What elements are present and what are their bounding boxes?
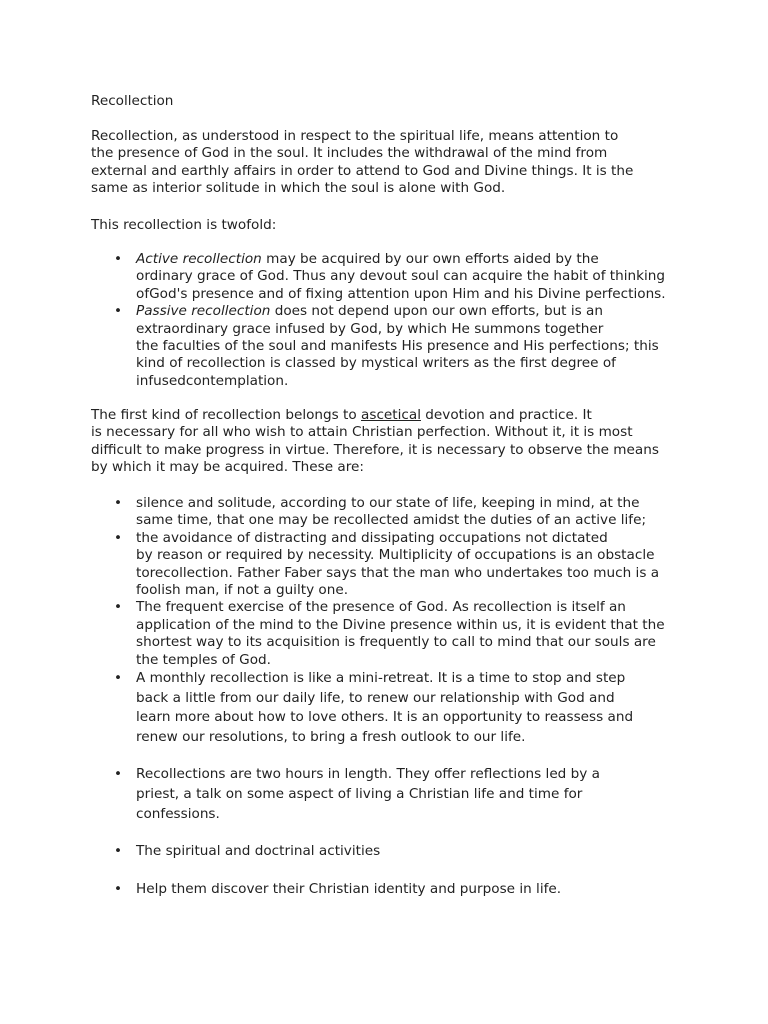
text-line: • silence and solitude, according to our state of life, keeping in mind, at the [136, 495, 640, 511]
text-line: • Help them discover their Christian identity and purpose in life. [136, 880, 562, 897]
text-line: by reason or required by necessity. Multiplicity of occupations is an obstacle [136, 547, 655, 564]
list-item [91, 599, 731, 669]
text-line: renew our resolutions, to bring a fresh outlook to our life. [136, 728, 526, 745]
list-item [91, 880, 731, 900]
ascetical-link[interactable]: ascetical [361, 407, 421, 423]
twofold-paragraph: This recollection is twofold: [91, 217, 277, 233]
text-line: difficult to make progress in virtue. Therefore, it is necessary to observe the means [91, 441, 659, 458]
monthly-list [91, 669, 731, 899]
text-line: Recollection, as understood in respect to the spiritual life, means attention to [91, 128, 619, 144]
text-line: • A monthly recollection is like a mini-retreat. It is a time to stop and step [136, 670, 626, 686]
text-line: by which it may be acquired. These are: [91, 459, 364, 476]
text-line: kind of recollection is classed by mystical writers as the first degree of [136, 355, 616, 372]
list-item [91, 530, 731, 600]
text-line: back a little from our daily life, to renew our relationship with God and [136, 689, 615, 706]
list-item [91, 669, 731, 747]
kinds-list [91, 251, 731, 390]
means-list [91, 495, 731, 669]
first-kind-paragraph [91, 407, 711, 477]
text-line: extraordinary grace infused by God, by which He summons together [136, 320, 604, 337]
text-line: • The spiritual and doctrinal activities [136, 843, 381, 860]
intro-paragraph [91, 128, 711, 198]
list-item [91, 303, 731, 390]
text-line: the presence of God in the soul. It includes the withdrawal of the mind from [91, 145, 608, 162]
list-item [91, 495, 731, 530]
text-line: infusedcontemplation. [136, 372, 289, 389]
text-line: ordinary grace of God. Thus any devout soul can acquire the habit of thinking [136, 268, 666, 285]
list-item [91, 842, 731, 862]
text-line: • The frequent exercise of the presence of God. As recollection is itself an [136, 599, 626, 616]
text-line: the faculties of the soul and manifests His presence and His perfections; this [136, 338, 659, 355]
text-line: same as interior solitude in which the soul is alone with God. [91, 180, 506, 197]
text-line: ofGod's presence and of fixing attention upon Him and his Divine perfections. [136, 285, 666, 302]
text-line: devotion and practice. It [420, 407, 592, 423]
text-line: • Recollections are two hours in length. They offer reflections led by a [136, 766, 600, 783]
text-line: does not depend upon our own efforts, but is an [270, 303, 603, 320]
page-title: Recollection [91, 93, 174, 109]
text-line: confessions. [136, 805, 220, 822]
text-line: foolish man, if not a guilty one. [136, 582, 349, 599]
text-line: same time, that one may be recollected amidst the duties of an active life; [136, 512, 647, 529]
list-item [91, 765, 731, 824]
text-line: external and earthly affairs in order to attend to God and Divine things. It is the [91, 162, 634, 179]
text-line: • the avoidance of distracting and dissipating occupations not dictated [136, 529, 608, 546]
term-active: Active recollection [136, 251, 262, 267]
text-line: The first kind of recollection belongs to [91, 407, 362, 423]
text-line: the temples of God. [136, 651, 271, 668]
text-line: application of the mind to the Divine presence within us, it is evident that the [136, 616, 665, 633]
text-line: torecollection. Father Faber says that the man who undertakes too much is a [136, 564, 660, 581]
term-passive: Passive recollection [136, 303, 271, 320]
list-item [91, 251, 731, 303]
text-line: learn more about how to love others. It is an opportunity to reassess and [136, 709, 634, 726]
text-line: is necessary for all who wish to attain Christian perfection. Without it, it is most [91, 424, 633, 441]
text-line: shortest way to its acquisition is frequently to call to mind that our souls are [136, 634, 656, 651]
text-line: may be acquired by our own efforts aided by the [261, 251, 599, 267]
text-line: priest, a talk on some aspect of living a Christian life and time for [136, 785, 583, 802]
